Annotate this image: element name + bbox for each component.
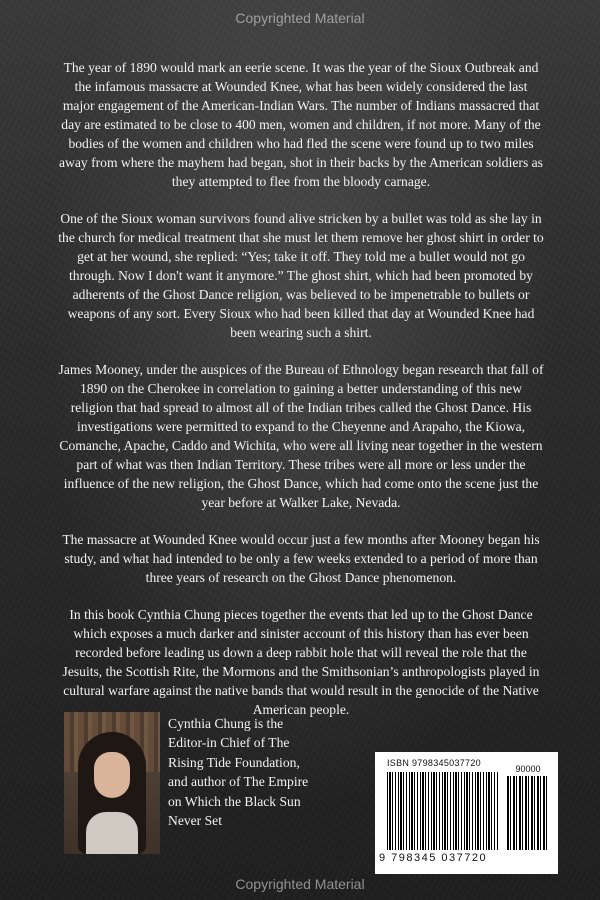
author-photo: [64, 712, 160, 854]
isbn-barcode: [375, 752, 558, 874]
barcode-bars: [387, 772, 499, 850]
blurb: [58, 58, 544, 737]
blurb-paragraph-1: The year of 1890 would mark an eerie scene. It was the year of the Sioux Outbreak and the infamous massacre at Wounded Knee, what has been widely considered the last major engagement of the American-Indian Wars. The number of Indians massacred that day are estimated to be close to 400 men, women and children, if not more. Many of the bodies of the women and children who had fled the scene were found up to two miles away from where the mayhem had began, shot in their backs by the American soldiers as they attempted to flee from the bloody carnage.: [59, 60, 543, 189]
author-shirt: [86, 812, 138, 854]
price-addon-bars: [507, 766, 549, 850]
blurb-paragraph-5: In this book Cynthia Chung pieces together the events that led up to the Ghost Dance which exposes a much darker and sinister account of this history than has ever been recorded before leading us down a deep rabbit hole that will reveal the role that the Jesuits, the Scottish Rite, the Mormons and the Smithsonian’s anthropologists played in cultural warfare against the native bands that would result in the genocide of the Native American people.: [62, 607, 540, 717]
blurb-paragraph-2: One of the Sioux woman survivors found alive stricken by a bullet was told as she lay in the church for medical treatment that she must let them remove her ghost shirt in order to get at her wound, she replied: “Yes; take it off. They told me a bullet would not go through. Now I don't want it anymore.” The ghost shirt, which had been promoted by adherents of the Ghost Dance religion, was believed to be impenetrable to bullets or weapons of any sort. Every Sioux who had been killed that day at Wounded Knee had been wearing such a shirt.: [58, 211, 544, 340]
isbn-digits: 9 798345 037720: [379, 852, 488, 864]
price-code: 90000: [507, 764, 549, 776]
blurb-paragraph-4: The massacre at Wounded Knee would occur just a few months after Mooney began his study, and what had intended to be only a few weeks extended to a period of more than three years of research on the Ghost Dance phenomenon.: [62, 532, 540, 585]
author-bio: Cynthia Chung is the Editor-in Chief of The Rising Tide Foundation, and author of The Empire on Which the Black Sun Never Set: [168, 716, 309, 829]
watermark-bottom: Copyrighted Material: [235, 876, 365, 892]
watermark-top: Copyrighted Material: [235, 10, 365, 26]
isbn-label: ISBN 9798345037720: [387, 758, 481, 768]
author-face: [94, 752, 130, 798]
blurb-paragraph-3: James Mooney, under the auspices of the Bureau of Ethnology began research that fall of 1890 on the Cherokee in correlation to gaining a better understanding of this new religion that had spread to almost all of the Indian tribes called the Ghost Dance. His investigations were permitted to expand to the Cheyenne and Arapaho, the Kiowa, Comanche, Apache, Caddo and Wichita, who were all living near together in the western part of what was then Indian Territory. These tribes were all more or less under the influence of the new religion, the Ghost Dance, which had come onto the scene just the year before at Walker Lake, Nevada.: [58, 362, 544, 510]
